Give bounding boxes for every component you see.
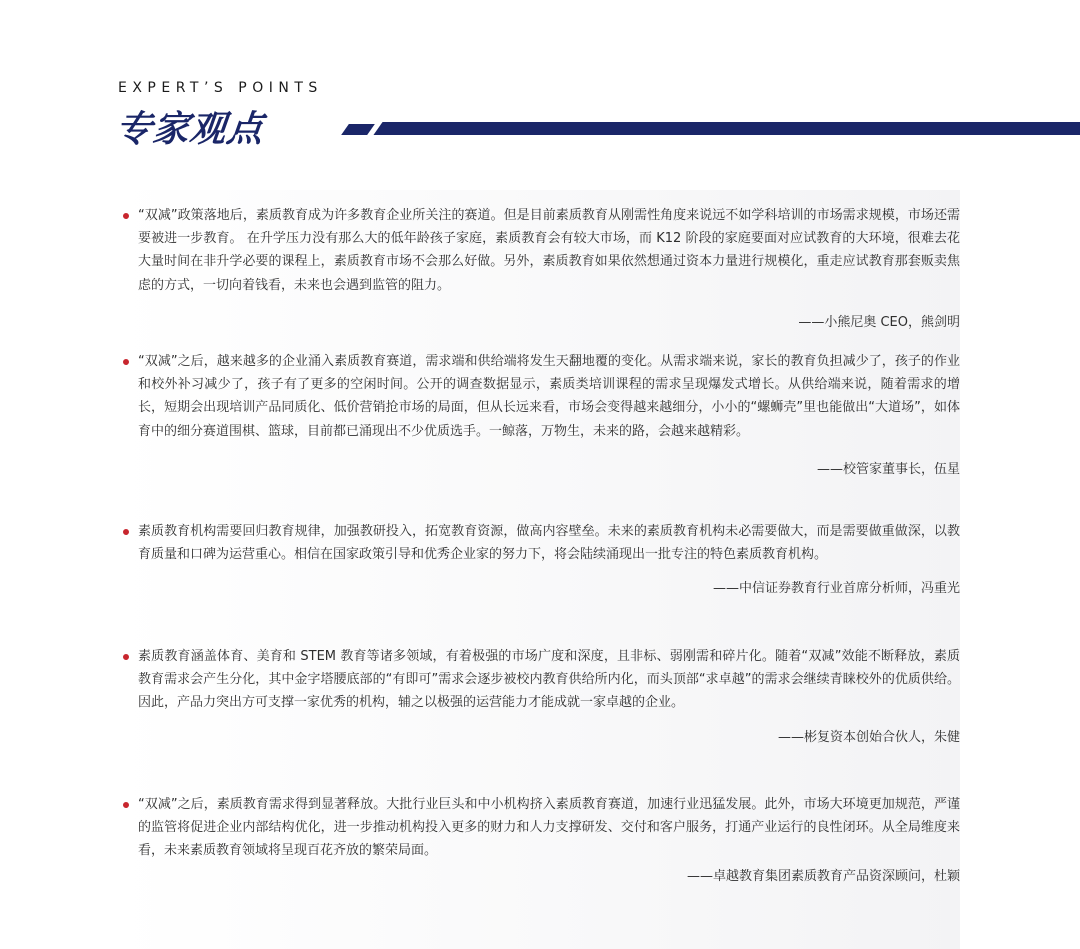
quote-block: [116, 793, 960, 887]
quote-text: “双减”之后，越来越多的企业涌入素质教育赛道，需求端和供给端将发生天翻地覆的变化。从需求端来说，家长的教育负担减少了，孩子的作业和校外补习减少了，孩子有了更多的空闲时间。公开的调查数据显示，素质类培训课程的需求呈现爆发式增长。从供给端来说，随着需求的增长，短期会出现培训产品同质化、低价营销抢市场的局面，但从长远来看，市场会变得越来越细分，小小的“螺蛳壳”里也能做出“大道场”，如体育中的细分赛道围棋、篮球，目前都已涌现出不少优质选手。一鲸落，万物生，未来的路，会越来越精彩。: [138, 354, 960, 439]
quote-block: [116, 350, 960, 480]
quote-text: 素质教育机构需要回归教育规律，加强教研投入，拓宽教育资源，做高内容壁垒。未来的素质教育机构未必需要做大，而是需要做重做深，以教育质量和口碑为运营重心。相信在国家政策引导和优秀企业家的努力下，将会陆续涌现出一批专注的特色素质教育机构。: [138, 524, 960, 563]
title-accent-bar: [373, 122, 1080, 135]
quote-text: “双减”之后，素质教育需求得到显著释放。大批行业巨头和中小机构挤入素质教育赛道，加速行业迅猛发展。此外，市场大环境更加规范，严谨的监管将促进企业内部结构优化，进一步推动机构投入更多的财力和人力支撑研发、交付和客户服务，打通产业运行的良性闭环。从全局维度来看，未来素质教育领域将呈现百花齐放的繁荣局面。: [138, 797, 960, 859]
quote-text-wrapper: [116, 793, 960, 863]
quote-text-wrapper: [116, 520, 960, 566]
quote-source: ——校管家董事长，伍星: [816, 461, 960, 477]
bullet-icon: [123, 359, 129, 365]
quote-source: ——小熊尼奥 CEO，熊剑明: [798, 314, 960, 330]
bullet-icon: [123, 802, 129, 808]
bullet-icon: [123, 654, 129, 660]
quote-text-wrapper: [116, 350, 960, 443]
title-accent-bar-small: [341, 124, 375, 135]
quote-block: [116, 645, 960, 748]
quote-text-wrapper: [116, 204, 960, 297]
quote-text: “双减”政策落地后，素质教育成为许多教育企业所关注的赛道。但是目前素质教育从刚需性角度来说远不如学科培训的市场需求规模，市场还需要被进一步教育。 在升学压力没有那么大的低年龄孩子家庭，素质教育会有较大市场，而 K12 阶段的家庭要面对应试教育的大环境，很难去花大量时间在非升学必要的课程上，素质教育市场不会那么好做。另外，素质教育如果依然想通过资本力量进行规模化，重走应试教育那套贩卖焦虑的方式，一切向着钱看，未来也会遇到监管的阻力。: [138, 208, 960, 293]
quote-source: ——卓越教育集团素质教育产品资深顾问，杜颖: [686, 868, 960, 884]
quote-block: [116, 520, 960, 599]
quote-text-wrapper: [116, 645, 960, 715]
section-title: 专家观点: [113, 109, 266, 150]
quotes-panel: [116, 190, 960, 949]
quote-text: 素质教育涵盖体育、美育和 STEM 教育等诸多领域，有着极强的市场广度和深度，且非标、弱刚需和碎片化。随着“双减”效能不断释放，素质教育需求会产生分化，其中金字塔腰底部的“有即可”需求会逐步被校内教育供给所内化，而头顶部“求卓越”的需求会继续青睐校外的优质供给。因此，产品力突出方可支撑一家优秀的机构，辅之以极强的运营能力才能成就一家卓越的企业。: [138, 649, 960, 711]
quote-block: [116, 204, 960, 333]
section-subtitle: EXPERT’S POINTS: [118, 80, 323, 96]
bullet-icon: [123, 529, 129, 535]
quote-source: ——中信证券教育行业首席分析师，冯重光: [712, 581, 960, 597]
quote-source: ——彬复资本创始合伙人，朱健: [777, 729, 960, 745]
bullet-icon: [123, 213, 129, 219]
